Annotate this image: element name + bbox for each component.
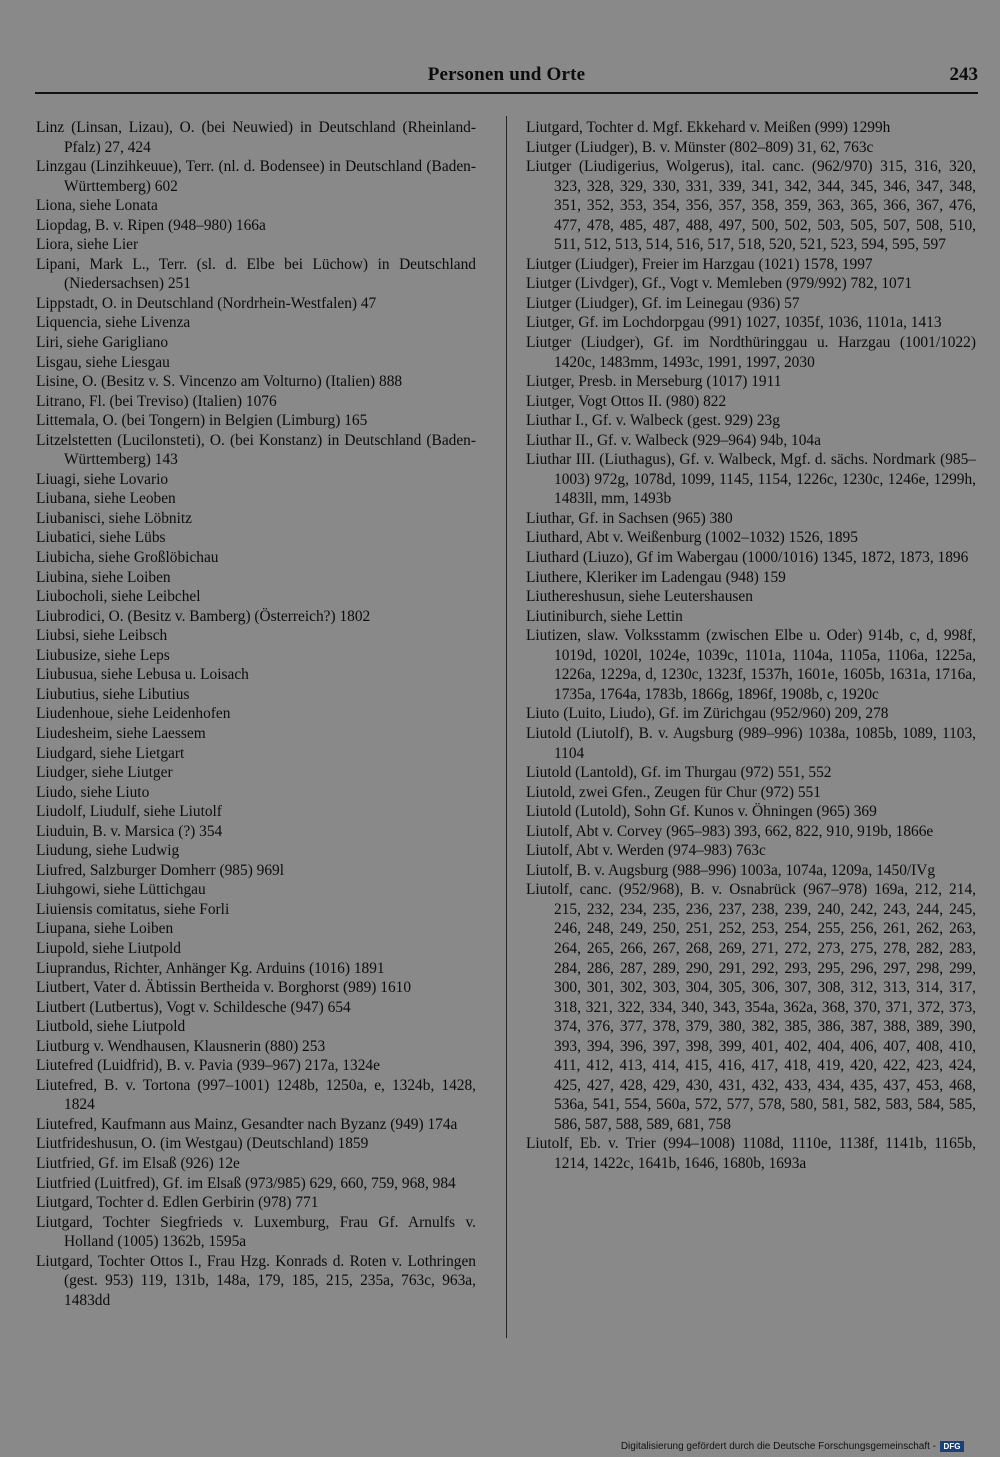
index-entry: Liubusize, siehe Leps (36, 646, 170, 664)
footer (621, 1439, 964, 1453)
index-entry: Littemala, O. (bei Tongern) in Belgien (Limburg) 165 (36, 412, 368, 430)
index-entry: Liutfried (Luitfred), Gf. im Elsaß (973/985) 629, 660, 759, 968, 984 (36, 1174, 456, 1192)
index-entry: Liuprandus, Richter, Anhänger Kg. Arduins (1016) 1891 (36, 959, 385, 977)
index-entry: Lippstadt, O. in Deutschland (Nordrhein-Westfalen) 47 (36, 294, 377, 312)
index-entry: Liubutius, siehe Libutius (36, 685, 190, 703)
index-entry: Liutold (Lutold), Sohn Gf. Kunos v. Öhningen (965) 369 (526, 803, 877, 821)
index-entry: Liudung, siehe Ludwig (36, 842, 180, 860)
index-entry: Liutger (Liudger), B. v. Münster (802–809) 31, 62, 763c (526, 138, 874, 156)
dfg-logo: DFG (940, 1441, 964, 1452)
index-entry: Liutger (Liudger), Gf. im Leinegau (936) 57 (526, 294, 800, 312)
right-column (526, 118, 976, 1174)
index-entry: Liutolf, Abt v. Corvey (965–983) 393, 662, 822, 910, 919b, 1866e (526, 822, 934, 840)
index-entry: Liopdag, B. v. Ripen (948–980) 166a (36, 216, 266, 234)
index-entry: Liutger (Liudger), Freier im Harzgau (1021) 1578, 1997 (526, 255, 873, 273)
header-rule (35, 92, 978, 94)
index-entry: Liuduin, B. v. Marsica (?) 354 (36, 822, 223, 840)
index-entry: Liora, siehe Lier (36, 236, 139, 254)
index-entry: Liutolf, canc. (952/968), B. v. Osnabrück (967–978) 169a, 212, 214, 215, 232, 234, 235, 236, 237, 238, 239, 240, 242, 243, 244, 245, 246, 248, 249, 250, 251, 252, 253, 254, 255, 256, 261, 262, 263, 264, 265, 266, 267, 268, 269, 271, 272, 273, 275, 278, 282, 283, 284, 286, 287, 289, 290, 291, 292, 293, 295, 296, 297, 298, 299, 300, 301, 302, 303, 304, 305, 306, 307, 308, 312, 313, 314, 317, 318, 321, 322, 334, 340, 343, 354a, 362a, 368, 370, 371, 372, 373, 374, 376, 377, 378, 379, 380, 382, 385, 386, 387, 388, 389, 390, 393, 394, 396, 397, 398, 399, 401, 402, 404, 406, 407, 408, 410, 411, 412, 413, 414, 415, 416, 417, 418, 419, 420, 422, 423, 424, 425, 427, 428, 429, 430, 431, 432, 433, 434, 435, 437, 453, 468, 536a, 541, 554, 560a, 572, 577, 578, 580, 581, 582, 583, 584, 585, 586, 587, 588, 589, 681, 758 (526, 881, 976, 1133)
index-entry: Liutger (Liudger), Gf. im Nordthüringgau u. Harzgau (1001/1022) 1420c, 1483mm, 1493c, 1991, 1997, 2030 (526, 334, 976, 371)
index-entry: Liutolf, Abt v. Werden (974–983) 763c (526, 842, 766, 860)
index-entry: Liupana, siehe Loiben (36, 920, 174, 938)
column-divider (506, 116, 507, 1338)
index-entry: Litzelstetten (Lucilonsteti), O. (bei Konstanz) in Deutschland (Baden-Württemberg) 143 (36, 431, 476, 469)
index-entry: Liutizen, slaw. Volksstamm (zwischen Elbe u. Oder) 914b, c, d, 998f, 1019d, 1020l, 1024e, 1039c, 1101a, 1104a, 1105a, 1106a, 1225a, 1226a, 1229a, d, 1230c, 1323f, 1537h, 1601e, 1605b, 1631a, 1716a, 1735a, 1764a, 1783b, 1866g, 1896f, 1908b, c, 1920c (526, 627, 976, 703)
index-entry: Liona, siehe Lonata (36, 197, 158, 215)
index-entry: Linz (Linsan, Lizau), O. (bei Neuwied) in Deutschland (Rheinland-Pfalz) 27, 424 (36, 119, 476, 156)
index-entry: Liuhgowi, siehe Lüttichgau (36, 881, 206, 899)
index-entry: Liutbold, siehe Liutpold (36, 1018, 186, 1036)
index-entry: Liufred, Salzburger Domherr (985) 969l (36, 861, 285, 879)
index-entry: Liutolf, Eb. v. Trier (994–1008) 1108d, 1110e, 1138f, 1141b, 1165b, 1214, 1422c, 1641b, 1646, 1680b, 1693a (526, 1135, 976, 1172)
index-entry: Liubicha, siehe Großlöbichau (36, 549, 219, 567)
index-entry: Lipani, Mark L., Terr. (sl. d. Elbe bei Lüchow) in Deutschland (Niedersachsen) 251 (36, 255, 476, 293)
index-entry: Liutold (Liutolf), B. v. Augsburg (989–996) 1038a, 1085b, 1089, 1103, 1104 (526, 724, 976, 762)
index-entry: Liubanisci, siehe Löbnitz (36, 509, 193, 527)
index-entry: Liutefred (Luidfrid), B. v. Pavia (939–967) 217a, 1324e (36, 1057, 380, 1075)
index-entry: Liutger, Gf. im Lochdorpgau (991) 1027, 1035f, 1036, 1101a, 1413 (526, 314, 942, 332)
index-entry: Lisine, O. (Besitz v. S. Vincenzo am Volturno) (Italien) 888 (36, 373, 403, 391)
index-entry: Liutgard, Tochter Ottos I., Frau Hzg. Konrads d. Roten v. Lothringen (gest. 953) 119, 131b, 148a, 179, 185, 215, 235a, 763c, 963a, 1483dd (36, 1252, 476, 1309)
index-entry: Liudenhoue, siehe Leidenhofen (36, 705, 231, 723)
footer-text: Digitalisierung gefördert durch die Deutsche Forschungsgemeinschaft - (620, 1440, 936, 1452)
left-column (36, 118, 476, 1310)
index-entry: Liudger, siehe Liutger (36, 764, 173, 782)
index-entry: Liutold (Lantold), Gf. im Thurgau (972) 551, 552 (526, 764, 832, 782)
index-entry: Liubrodici, O. (Besitz v. Bamberg) (Österreich?) 1802 (36, 607, 371, 625)
index-entry: Liutger (Liudigerius, Wolgerus), ital. canc. (962/970) 315, 316, 320, 323, 328, 329, 330, 331, 339, 341, 342, 344, 345, 346, 347, 348, 351, 352, 353, 354, 356, 357, 358, 359, 363, 365, 366, 367, 476, 477, 478, 485, 487, 488, 497, 500, 502, 503, 505, 507, 508, 510, 511, 512, 513, 514, 516, 517, 518, 520, 521, 523, 594, 595, 597 (526, 158, 976, 254)
index-entry: Liubsi, siehe Leibsch (36, 627, 168, 645)
index-entry: Liutbert, Vater d. Äbtissin Bertheida v. Borghorst (989) 1610 (36, 979, 412, 997)
index-entry: Liupold, siehe Liutpold (36, 939, 181, 957)
index-entry: Liuthar II., Gf. v. Walbeck (929–964) 94b, 104a (526, 431, 821, 449)
index-entry: Liubana, siehe Leoben (36, 490, 176, 508)
index-entry: Liubina, siehe Loiben (36, 568, 171, 586)
index-entry: Liuthard (Liuzo), Gf im Wabergau (1000/1016) 1345, 1872, 1873, 1896 (526, 549, 969, 567)
index-entry: Linzgau (Linzihkeuue), Terr. (nl. d. Bodensee) in Deutschland (Baden-Württemberg) 602 (36, 158, 476, 195)
index-entry: Liri, siehe Garigliano (36, 334, 169, 352)
index-entry: Liuthar III. (Liuthagus), Gf. v. Walbeck, Mgf. d. sächs. Nordmark (985–1003) 972g, 1078d, 1099, 1145, 1154, 1226c, 1230c, 1246e, 1299h, 1483ll, mm, 1493b (526, 451, 976, 508)
page-title: Personen und Orte (427, 64, 586, 85)
index-entry: Lisgau, siehe Liesgau (36, 353, 170, 371)
index-entry: Liuthar, Gf. in Sachsen (965) 380 (526, 509, 733, 527)
index-entry: Liuto (Luito, Liudo), Gf. im Zürichgau (952/960) 209, 278 (526, 705, 889, 723)
index-entry: Liutger, Presb. in Merseburg (1017) 1911 (526, 373, 782, 391)
index-entry: Liutiniburch, siehe Lettin (526, 607, 683, 625)
index-entry: Liutbert (Lutbertus), Vogt v. Schildesche (947) 654 (36, 998, 351, 1016)
index-entry: Liutger, Vogt Ottos II. (980) 822 (526, 392, 727, 410)
index-entry: Liudesheim, siehe Laessem (36, 724, 206, 742)
index-entry: Liquencia, siehe Livenza (36, 314, 191, 332)
index-entry: Liuagi, siehe Lovario (36, 470, 169, 488)
index-entry: Liuthard, Abt v. Weißenburg (1002–1032) 1526, 1895 (526, 529, 858, 547)
index-entry: Liuiensis comitatus, siehe Forli (36, 900, 230, 918)
page-number: 243 (949, 64, 978, 85)
index-entry: Liutger (Livdger), Gf., Vogt v. Memleben (979/992) 782, 1071 (526, 275, 913, 293)
index-entry: Liudolf, Liudulf, siehe Liutolf (36, 803, 222, 821)
index-entry: Liutolf, B. v. Augsburg (988–996) 1003a, 1074a, 1209a, 1450/IVg (526, 861, 936, 879)
index-entry: Liutefred, Kaufmann aus Mainz, Gesandter nach Byzanz (949) 174a (36, 1115, 458, 1133)
index-entry: Liutburg v. Wendhausen, Klausnerin (880) 253 (36, 1037, 326, 1055)
index-entry: Liutgard, Tochter d. Mgf. Ekkehard v. Meißen (999) 1299h (526, 119, 891, 136)
index-entry: Liutold, zwei Gfen., Zeugen für Chur (972) 551 (526, 783, 821, 801)
index-entry: Liuthere, Kleriker im Ladengau (948) 159 (526, 568, 786, 586)
index-entry: Liudo, siehe Liuto (36, 783, 150, 801)
index-entry: Liutgard, Tochter d. Edlen Gerbirin (978) 771 (36, 1194, 319, 1212)
index-entry: Liutefred, B. v. Tortona (997–1001) 1248b, 1250a, e, 1324b, 1428, 1824 (36, 1076, 476, 1114)
index-entry: Liuthereshusun, siehe Leutershausen (526, 588, 753, 606)
index-entry: Liutfried, Gf. im Elsaß (926) 12e (36, 1154, 240, 1172)
index-entry: Liuthar I., Gf. v. Walbeck (gest. 929) 23g (526, 412, 780, 430)
index-entry: Litrano, Fl. (bei Treviso) (Italien) 1076 (36, 392, 277, 410)
page-header (35, 62, 978, 92)
index-entry: Liubocholi, siehe Leibchel (36, 588, 201, 606)
index-entry: Liubusua, siehe Lebusa u. Loisach (36, 666, 249, 684)
index-entry: Liutgard, Tochter Siegfrieds v. Luxemburg, Frau Gf. Arnulfs v. Holland (1005) 1362b, 1595a (36, 1213, 476, 1251)
index-entry: Liudgard, siehe Lietgart (36, 744, 185, 762)
index-entry: Liutfrideshusun, O. (im Westgau) (Deutschland) 1859 (36, 1135, 369, 1153)
index-entry: Liubatici, siehe Lübs (36, 529, 166, 547)
